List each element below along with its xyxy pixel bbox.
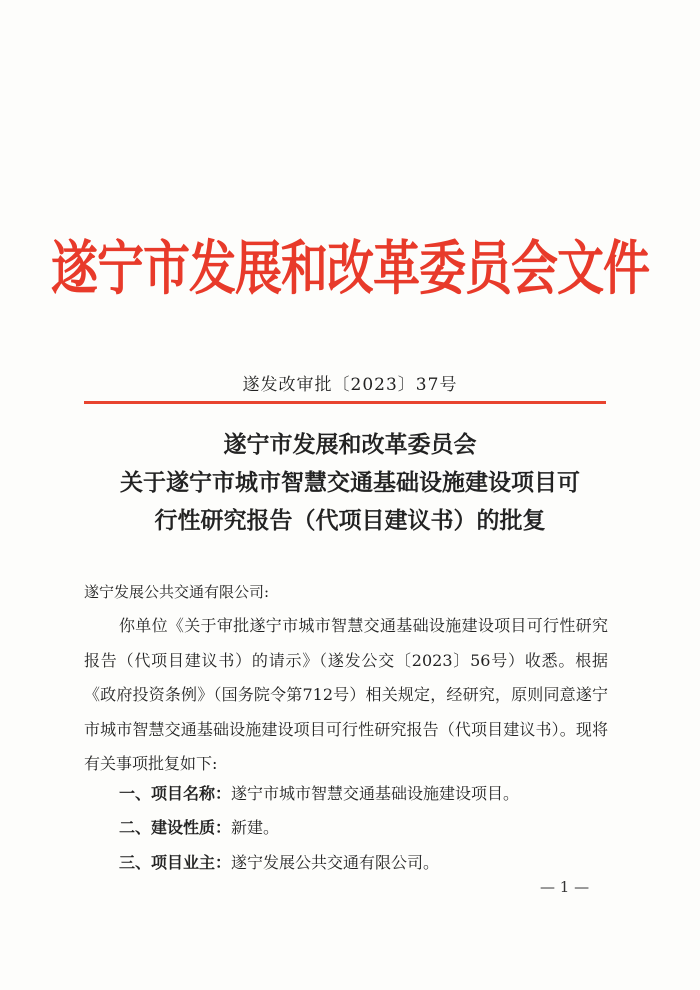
page-number: — 1 — [540, 878, 590, 896]
item-label: 三、项目业主： [119, 853, 232, 872]
document-title [0, 426, 700, 540]
item-label: 二、建设性质： [119, 818, 232, 837]
addressee: 遂宁发展公共交通有限公司: [84, 583, 270, 601]
document-number: 遂发改审批〔2023〕37号 [242, 375, 458, 395]
title-line-2: 关于遂宁市城市智慧交通基础设施建设项目可 [120, 470, 580, 496]
item-label: 一、项目名称： [119, 784, 232, 803]
red-divider-line [84, 401, 606, 404]
item-value: 新建。 [231, 818, 280, 837]
agency-header-title: 遂宁市发展和改革委员会文件 [51, 234, 649, 304]
item-value: 遂宁市城市智慧交通基础设施建设项目。 [231, 784, 520, 803]
item-value: 遂宁发展公共交通有限公司。 [231, 853, 440, 872]
item-construction-nature [119, 815, 279, 838]
item-project-name [119, 781, 519, 804]
title-line-3: 行性研究报告（代项目建议书）的批复 [154, 508, 546, 534]
item-project-owner [119, 850, 439, 873]
body-paragraph: 你单位《关于审批遂宁市城市智慧交通基础设施建设项目可行性研究报告（代项目建议书）的请示》（遂发公交〔2023〕56号）收悉。根据《政府投资条例》（国务院令第712号）相关规定，经研究，原则同意遂宁市城市智慧交通基础设施建设项目可行性研究报告（代项目建议书）。现将有关事项批复如下: [84, 616, 608, 773]
title-line-1: 遂宁市发展和改革委员会 [223, 432, 477, 458]
